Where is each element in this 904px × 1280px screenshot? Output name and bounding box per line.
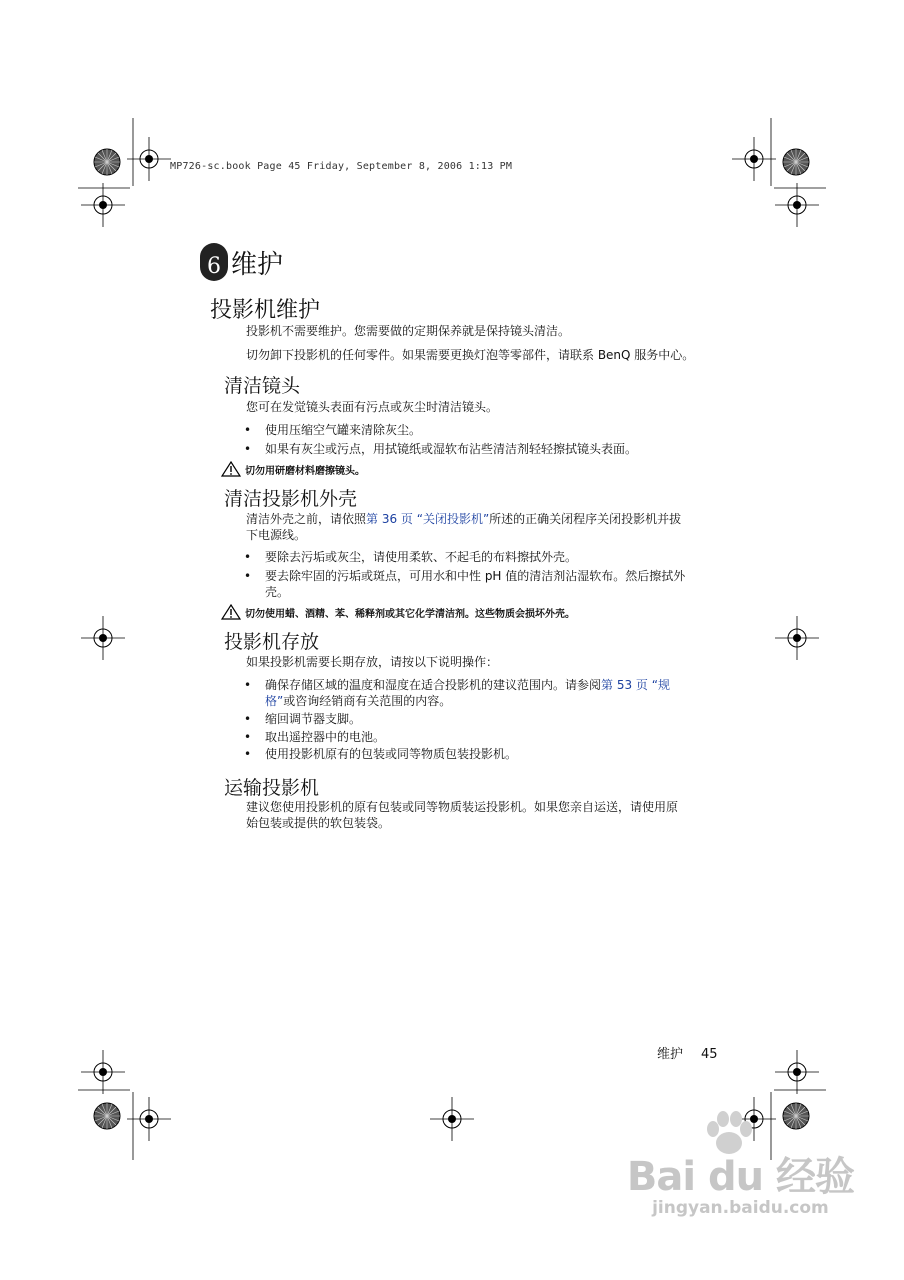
- book-header-info: MP726-sc.book Page 45 Friday, September 8, 2006 1:13 PM: [170, 161, 513, 172]
- registration-mark-icon: [775, 1050, 819, 1094]
- paragraph: 投影机不需要维护。您需要做的定期保养就是保持镜头清洁。: [246, 324, 571, 338]
- registration-mark-icon: [81, 183, 125, 227]
- list-item: • 使用投影机原有的包装或同等物质包装投影机。: [244, 747, 518, 761]
- page-link[interactable]: 第 36 页 “关闭投影机”: [366, 512, 490, 526]
- chapter-title: 维护: [231, 249, 284, 280]
- paragraph: 清洁外壳之前，请依照第 36 页 “关闭投影机”所述的正确关闭程序关闭投影机并拔 下电源线。: [246, 512, 682, 542]
- page-number: 45: [701, 1047, 718, 1062]
- watermark: [627, 1145, 854, 1218]
- footer-chapter-label: 维护: [657, 1047, 684, 1062]
- section-title-storage: 投影机存放: [224, 631, 320, 653]
- registration-mark-icon: [775, 183, 819, 227]
- watermark-logo: Bai du 经验: [626, 1154, 854, 1200]
- section-title-transport: 运输投影机: [224, 777, 320, 799]
- list-item: • 要除去污垢或灰尘，请使用柔软、不起毛的布料擦拭外壳。: [244, 550, 578, 564]
- registration-mark-icon: [127, 1097, 171, 1141]
- registration-mark-icon: [732, 137, 776, 181]
- warning-triangle-icon: [221, 604, 241, 620]
- page-link[interactable]: 第 53 页 “规: [601, 678, 670, 692]
- page-link[interactable]: 格”: [265, 694, 284, 708]
- paragraph: 如果投影机需要长期存放，请按以下说明操作：: [246, 655, 499, 669]
- list-item: • 缩回调节器支脚。: [244, 712, 362, 726]
- starburst-target-icon: [94, 1103, 120, 1129]
- chapter-heading: [200, 243, 283, 281]
- section-title-case: 清洁投影机外壳: [224, 488, 358, 510]
- list-item: • 取出遥控器中的电池。: [244, 730, 386, 744]
- starburst-target-icon: [783, 149, 809, 175]
- list-item: • 要去除牢固的污垢或斑点，可用水和中性 pH 值的清洁剂沾湿软布。然后擦拭外 壳。: [244, 569, 686, 599]
- section-title-maintenance: 投影机维护: [210, 298, 321, 323]
- registration-mark-icon: [81, 616, 125, 660]
- warning-note: 切勿使用蜡、酒精、苯、稀释剂或其它化学清洁剂。这些物质会损坏外壳。: [221, 604, 575, 620]
- warning-note: 切勿用研磨材料磨擦镜头。: [221, 461, 365, 477]
- registration-mark-icon: [775, 616, 819, 660]
- registration-mark-icon: [430, 1097, 474, 1141]
- page-footer: [657, 1043, 718, 1062]
- watermark-url: jingyan.baidu.com: [652, 1198, 829, 1218]
- starburst-target-icon: [783, 1103, 809, 1129]
- chapter-number-badge: 6: [200, 243, 228, 281]
- paw-icon: [699, 1109, 759, 1159]
- registration-mark-icon: [81, 1050, 125, 1094]
- section-title-lens: 清洁镜头: [224, 375, 301, 397]
- registration-mark-icon: [127, 137, 171, 181]
- list-item: • 确保存储区域的温度和湿度在适合投影机的建议范围内。请参阅第 53 页 “规 格”或咨询经销商有关范围的内容。: [244, 678, 670, 708]
- list-item: • 如果有灰尘或污点，用拭镜纸或湿软布沾些清洁剂轻轻擦拭镜头表面。: [244, 442, 638, 456]
- paragraph: 切勿卸下投影机的任何零件。如果需要更换灯泡等零部件，请联系 BenQ 服务中心。: [246, 348, 695, 362]
- list-item: • 使用压缩空气罐来清除灰尘。: [244, 423, 422, 437]
- starburst-target-icon: [94, 149, 120, 175]
- warning-triangle-icon: [221, 461, 241, 477]
- paragraph: 建议您使用投影机的原有包装或同等物质装运投影机。如果您亲自运送，请使用原 始包装或提供的软包装袋。: [246, 800, 679, 830]
- paragraph: 您可在发觉镜头表面有污点或灰尘时清洁镜头。: [246, 400, 499, 414]
